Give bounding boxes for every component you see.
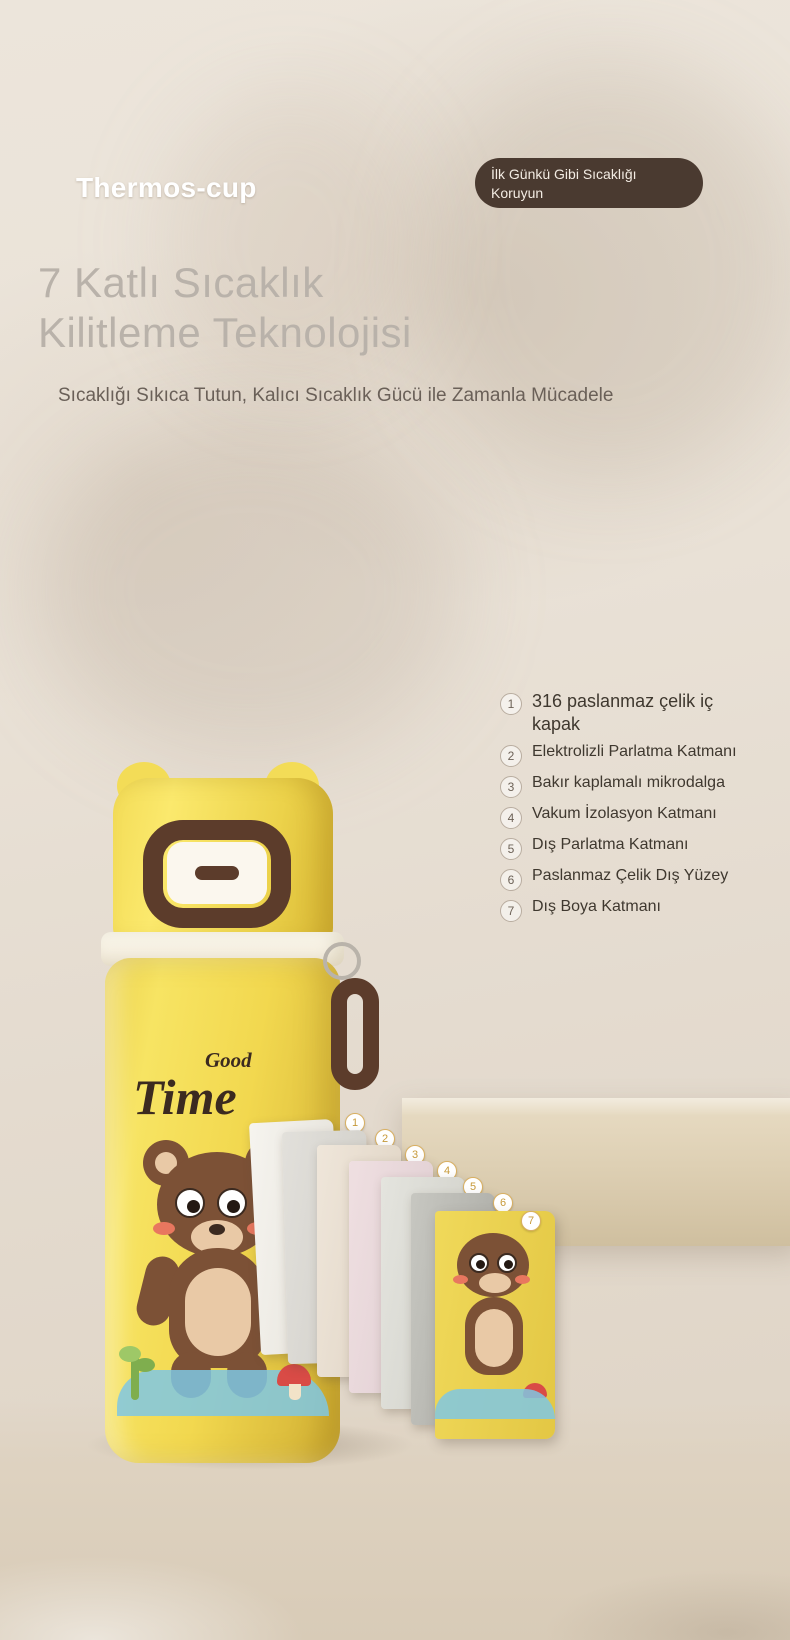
layer-card-badge-4: 4 bbox=[437, 1161, 457, 1181]
carry-ring-icon bbox=[323, 942, 361, 980]
page-title-line-2: Kilitleme Teknolojisi bbox=[38, 309, 412, 356]
cap-lock-bar bbox=[195, 866, 239, 880]
artwork-word-time: Time bbox=[133, 1069, 237, 1125]
list-item bbox=[500, 773, 765, 798]
list-item bbox=[500, 835, 765, 860]
layer-number: 3 bbox=[500, 776, 522, 798]
layer-card-badge-3: 3 bbox=[405, 1145, 425, 1165]
carry-strap bbox=[331, 978, 379, 1090]
layer-number: 5 bbox=[500, 838, 522, 860]
page-title bbox=[38, 258, 412, 358]
layer-label: Dış Boya Katmanı bbox=[532, 898, 661, 915]
layer-card-badge-5: 5 bbox=[463, 1177, 483, 1197]
wall-shadow-left bbox=[40, 420, 460, 760]
brand-title: Thermos-cup bbox=[76, 172, 257, 203]
layer-number: 2 bbox=[500, 745, 522, 767]
bear-pupil-left bbox=[187, 1200, 200, 1213]
layer-label: Elektrolizli Parlatma Katmanı bbox=[532, 743, 737, 760]
layer-number: 4 bbox=[500, 807, 522, 829]
bear-belly bbox=[185, 1268, 251, 1356]
layer-label: 316 paslanmaz çelik iç kapak bbox=[532, 691, 714, 734]
mini-bear-blush-right bbox=[515, 1275, 530, 1284]
mini-bear-belly bbox=[475, 1309, 513, 1367]
mini-bear-snout bbox=[479, 1273, 511, 1293]
heat-retention-badge: İlk Günkü Gibi Sıcaklığı Koruyun bbox=[475, 158, 703, 208]
artwork-word-good: Good bbox=[205, 1048, 252, 1072]
mini-bear-pupil-left bbox=[476, 1260, 485, 1269]
mini-bear-blush-left bbox=[453, 1275, 468, 1284]
wall-shadow-right bbox=[420, 60, 790, 480]
list-item bbox=[500, 804, 765, 829]
list-item bbox=[500, 866, 765, 891]
layer-number: 6 bbox=[500, 869, 522, 891]
layer-legend bbox=[500, 690, 765, 928]
layer-card-badge-1: 1 bbox=[345, 1113, 365, 1133]
mini-bear-pupil-right bbox=[504, 1260, 513, 1269]
layer-number: 7 bbox=[500, 900, 522, 922]
bear-pupil-right bbox=[227, 1200, 240, 1213]
layer-card-badge-2: 2 bbox=[375, 1129, 395, 1149]
list-item bbox=[500, 742, 765, 767]
exploded-layer-cards bbox=[255, 1105, 615, 1445]
list-item bbox=[500, 897, 765, 922]
layer-label: Vakum İzolasyon Katmanı bbox=[532, 805, 717, 822]
layer-label: Paslanmaz Çelik Dış Yüzey bbox=[532, 867, 729, 884]
layer-card-badge-7: 7 bbox=[521, 1211, 541, 1231]
layer-card-badge-6: 6 bbox=[493, 1193, 513, 1213]
layer-card-7 bbox=[435, 1211, 555, 1439]
mini-water-graphic bbox=[435, 1389, 555, 1419]
bear-blush-left bbox=[153, 1222, 175, 1235]
list-item bbox=[500, 690, 765, 736]
plant-leaf-2-icon bbox=[135, 1358, 155, 1372]
page-subtitle: Sıcaklığı Sıkıca Tutun, Kalıcı Sıcaklık Gücü ile Zamanla Mücadele bbox=[58, 385, 614, 406]
layer-label: Bakır kaplamalı mikrodalga bbox=[532, 774, 725, 791]
page-title-line-1: 7 Katlı Sıcaklık bbox=[38, 259, 324, 306]
layer-number: 1 bbox=[500, 693, 522, 715]
bear-nose bbox=[209, 1224, 225, 1235]
layer-label: Dış Parlatma Katmanı bbox=[532, 836, 689, 853]
